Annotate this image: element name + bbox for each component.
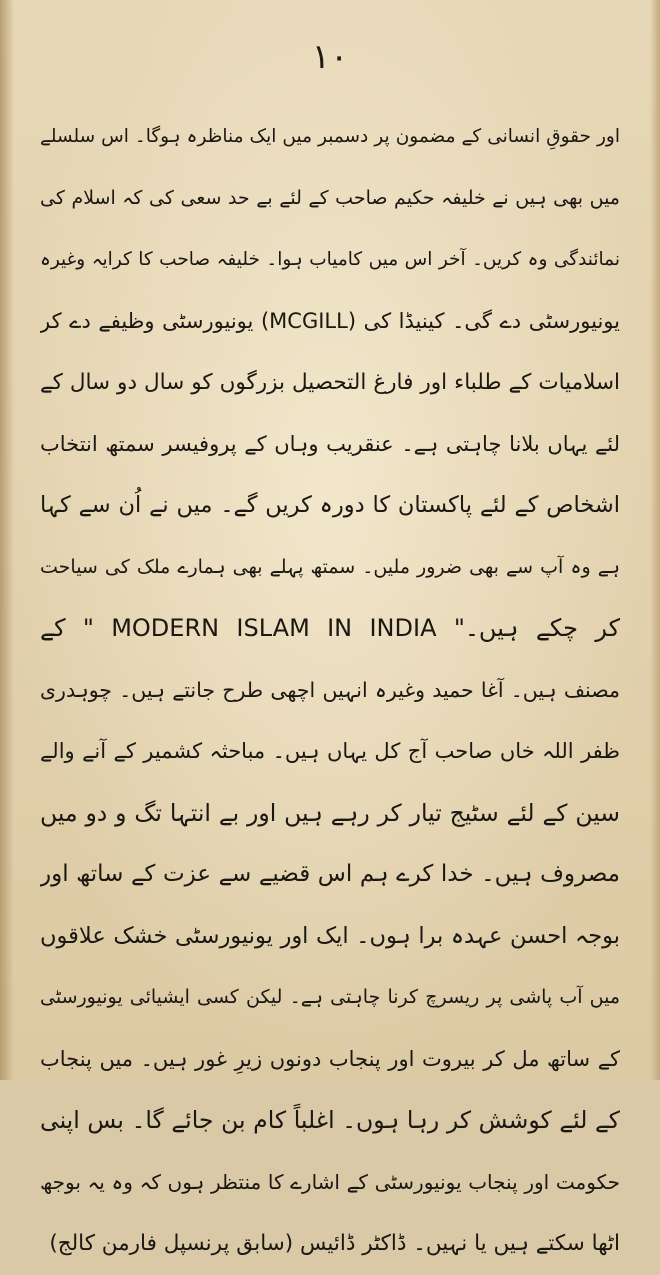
text-line-5: اسلامیات کے طلباء اور فارغ التحصیل بزرگوں کو سال دو سال کے [40, 370, 620, 395]
page-edge-shadow-right [650, 0, 660, 1080]
text-line-13: مصروف ہیں۔ خدا کرے ہم اس قضیے سے عزت کے ساتھ اور [40, 861, 620, 887]
text-line-2: میں بھی ہیں نے خلیفہ حکیم صاحب کے لئے بے حد سعی کی کہ اسلام کی [40, 186, 620, 209]
text-line-1: اور حقوقِ انسانی کے مضمون پر دسمبر میں ایک مناظرہ ہوگا۔ اس سلسلے [40, 126, 620, 147]
text-line-16: کے ساتھ مل کر بیروت اور پنجاب دونوں زیرِ غور ہیں۔ میں پنجاب [40, 1046, 620, 1071]
body-text [40, 106, 620, 1275]
text-line-9: کر چکے ہیں۔" MODERN ISLAM IN INDIA " کے [40, 614, 620, 642]
text-line-15: میں آب پاشی پر ریسرچ کرنا چاہتی ہے۔ لیکن کسی ایشیائی یونیورسٹی [40, 986, 620, 1008]
text-line-18: حکومت اور پنجاب یونیورسٹی کے اشارے کا منتظر ہوں کہ وہ یہ بوجھ [40, 1169, 620, 1194]
text-line-8: ہے وہ آپ سے بھی ضرور ملیں۔ سمتھ پہلے بھی ہمارے ملک کی سیاحت [40, 555, 620, 578]
text-line-4: یونیورسٹی دے گی۔ کینیڈا کی (MCGILL) یونیورسٹی وظیفے دے کر [40, 308, 620, 333]
text-line-10: مصنف ہیں۔ آغا حمید وغیرہ انہیں اچھی طرح جانتے ہیں۔ چوہدری [40, 677, 620, 702]
page-edge-shadow-left [0, 0, 14, 1080]
text-line-11: ظفر اللہ خاں صاحب آج کل یہاں ہیں۔ مباحثہ کشمیر کے آنے والے [40, 739, 620, 763]
text-line-7: اشخاص کے لئے پاکستان کا دورہ کریں گے۔ میں نے اُن سے کہا [40, 492, 620, 518]
text-line-14: بوجہ احسن عہدہ برا ہوں۔ ایک اور یونیورسٹی خشک علاقوں [40, 922, 620, 949]
text-line-19: اٹھا سکتے ہیں یا نہیں۔ ڈاکٹر ڈائیس (سابق پرنسپل فارمن کالج) [49, 1231, 620, 1256]
text-line-17: کے لئے کوشش کر رہا ہوں۔ اغلباً کام بن جائے گا۔ بس اپنی [40, 1106, 620, 1134]
text-line-12: سین کے لئے سٹیج تیار کر رہے ہیں اور بے انتہا تگ و دو میں [40, 798, 620, 827]
text-line-3: نمائندگی وہ کریں۔ آخر اس میں کامیاب ہوا۔ خلیفہ صاحب کا کرایہ وغیرہ [40, 249, 620, 270]
page-number: ۱۰ [311, 37, 349, 77]
text-line-6: لئے یہاں بلانا چاہتی ہے۔ عنقریب وہاں کے پروفیسر سمتھ انتخاب [40, 431, 620, 456]
